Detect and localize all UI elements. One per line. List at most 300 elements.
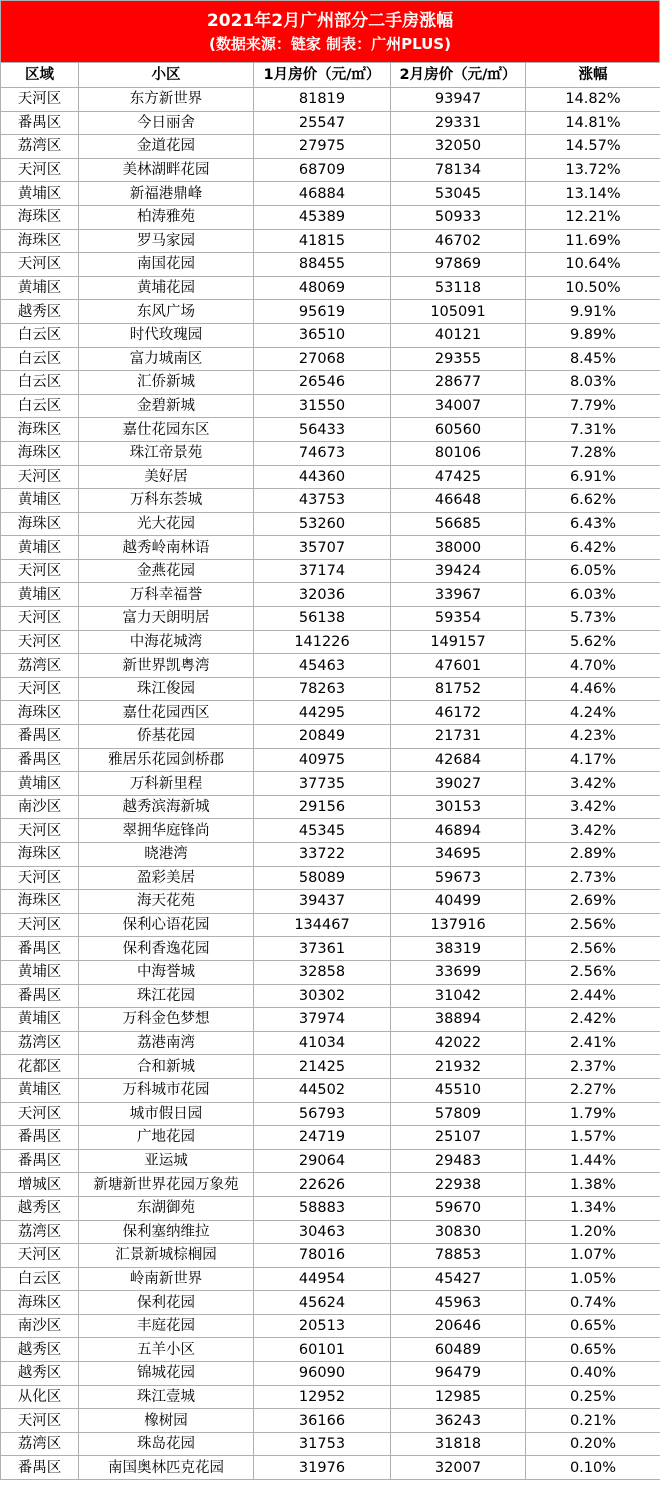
cell-feb-price: 34695 — [391, 843, 526, 867]
cell-district: 海珠区 — [1, 229, 79, 253]
table-row — [1, 960, 660, 984]
cell-district: 荔湾区 — [1, 654, 79, 678]
cell-feb-price: 30153 — [391, 795, 526, 819]
cell-increase: 4.70% — [526, 654, 660, 678]
cell-jan-price: 41815 — [254, 229, 391, 253]
cell-district: 荔湾区 — [1, 135, 79, 159]
cell-community: 时代玫瑰园 — [79, 323, 254, 347]
cell-community: 中海誉城 — [79, 960, 254, 984]
cell-district: 黄埔区 — [1, 1008, 79, 1032]
cell-increase: 1.44% — [526, 1149, 660, 1173]
table-row — [1, 300, 660, 324]
header-community: 小区 — [79, 63, 254, 88]
cell-community: 城市假日园 — [79, 1102, 254, 1126]
cell-feb-price: 21932 — [391, 1055, 526, 1079]
cell-community: 越秀滨海新城 — [79, 795, 254, 819]
cell-community: 广地花园 — [79, 1126, 254, 1150]
cell-feb-price: 29331 — [391, 111, 526, 135]
cell-jan-price: 45389 — [254, 205, 391, 229]
cell-jan-price: 36166 — [254, 1409, 391, 1433]
cell-jan-price: 58883 — [254, 1196, 391, 1220]
cell-feb-price: 81752 — [391, 677, 526, 701]
cell-district: 天河区 — [1, 677, 79, 701]
cell-increase: 4.17% — [526, 748, 660, 772]
cell-district: 海珠区 — [1, 843, 79, 867]
cell-district: 海珠区 — [1, 1291, 79, 1315]
cell-jan-price: 31976 — [254, 1456, 391, 1480]
cell-community: 金燕花园 — [79, 559, 254, 583]
cell-increase: 0.40% — [526, 1362, 660, 1386]
cell-community: 亚运城 — [79, 1149, 254, 1173]
cell-jan-price: 27975 — [254, 135, 391, 159]
cell-district: 天河区 — [1, 1244, 79, 1268]
cell-jan-price: 37361 — [254, 937, 391, 961]
cell-district: 海珠区 — [1, 441, 79, 465]
table-row — [1, 795, 660, 819]
cell-jan-price: 24719 — [254, 1126, 391, 1150]
cell-district: 海珠区 — [1, 890, 79, 914]
cell-jan-price: 88455 — [254, 253, 391, 277]
cell-community: 丰庭花园 — [79, 1314, 254, 1338]
cell-community: 东方新世界 — [79, 88, 254, 112]
cell-increase: 14.81% — [526, 111, 660, 135]
cell-feb-price: 47601 — [391, 654, 526, 678]
cell-community: 保利心语花园 — [79, 913, 254, 937]
table-row — [1, 1244, 660, 1268]
cell-district: 南沙区 — [1, 1314, 79, 1338]
cell-jan-price: 22626 — [254, 1173, 391, 1197]
cell-jan-price: 78263 — [254, 677, 391, 701]
cell-district: 天河区 — [1, 607, 79, 631]
cell-feb-price: 42684 — [391, 748, 526, 772]
cell-increase: 6.43% — [526, 512, 660, 536]
cell-feb-price: 78853 — [391, 1244, 526, 1268]
cell-community: 珠江俊园 — [79, 677, 254, 701]
cell-jan-price: 134467 — [254, 913, 391, 937]
cell-increase: 0.65% — [526, 1338, 660, 1362]
cell-jan-price: 74673 — [254, 441, 391, 465]
table-row — [1, 418, 660, 442]
table-row — [1, 819, 660, 843]
page-title: 2021年2月广州部分二手房涨幅 — [206, 10, 454, 31]
cell-jan-price: 20849 — [254, 725, 391, 749]
cell-district: 番禺区 — [1, 748, 79, 772]
cell-feb-price: 46894 — [391, 819, 526, 843]
cell-district: 白云区 — [1, 394, 79, 418]
cell-feb-price: 137916 — [391, 913, 526, 937]
cell-community: 新世界凯粤湾 — [79, 654, 254, 678]
cell-district: 黄埔区 — [1, 182, 79, 206]
cell-increase: 10.50% — [526, 276, 660, 300]
cell-community: 汇侨新城 — [79, 371, 254, 395]
cell-increase: 6.05% — [526, 559, 660, 583]
cell-district: 黄埔区 — [1, 536, 79, 560]
cell-increase: 1.57% — [526, 1126, 660, 1150]
cell-increase: 7.31% — [526, 418, 660, 442]
cell-increase: 13.72% — [526, 158, 660, 182]
cell-feb-price: 36243 — [391, 1409, 526, 1433]
cell-community: 合和新城 — [79, 1055, 254, 1079]
cell-jan-price: 26546 — [254, 371, 391, 395]
cell-community: 珠江帝景苑 — [79, 441, 254, 465]
table-row — [1, 1456, 660, 1480]
cell-feb-price: 50933 — [391, 205, 526, 229]
cell-district: 天河区 — [1, 158, 79, 182]
cell-district: 天河区 — [1, 253, 79, 277]
cell-jan-price: 31550 — [254, 394, 391, 418]
cell-community: 嘉仕花园西区 — [79, 701, 254, 725]
cell-jan-price: 32858 — [254, 960, 391, 984]
cell-increase: 2.42% — [526, 1008, 660, 1032]
cell-increase: 5.73% — [526, 607, 660, 631]
cell-jan-price: 30302 — [254, 984, 391, 1008]
cell-feb-price: 32050 — [391, 135, 526, 159]
cell-feb-price: 47425 — [391, 465, 526, 489]
table-row — [1, 843, 660, 867]
cell-jan-price: 30463 — [254, 1220, 391, 1244]
cell-district: 番禺区 — [1, 111, 79, 135]
cell-district: 黄埔区 — [1, 960, 79, 984]
cell-community: 保利香逸花园 — [79, 937, 254, 961]
cell-jan-price: 95619 — [254, 300, 391, 324]
table-row — [1, 1126, 660, 1150]
cell-increase: 2.56% — [526, 960, 660, 984]
cell-feb-price: 60560 — [391, 418, 526, 442]
cell-increase: 2.27% — [526, 1078, 660, 1102]
cell-jan-price: 32036 — [254, 583, 391, 607]
table-row — [1, 607, 660, 631]
table-row — [1, 937, 660, 961]
cell-community: 盈彩美居 — [79, 866, 254, 890]
table-row — [1, 677, 660, 701]
cell-feb-price: 31818 — [391, 1432, 526, 1456]
cell-district: 越秀区 — [1, 300, 79, 324]
header-row — [1, 63, 660, 88]
cell-jan-price: 35707 — [254, 536, 391, 560]
table-row — [1, 1149, 660, 1173]
cell-district: 番禺区 — [1, 1149, 79, 1173]
cell-increase: 2.56% — [526, 937, 660, 961]
cell-district: 海珠区 — [1, 418, 79, 442]
cell-community: 岭南新世界 — [79, 1267, 254, 1291]
cell-district: 天河区 — [1, 465, 79, 489]
cell-jan-price: 96090 — [254, 1362, 391, 1386]
cell-district: 天河区 — [1, 630, 79, 654]
cell-feb-price: 59354 — [391, 607, 526, 631]
cell-jan-price: 44954 — [254, 1267, 391, 1291]
table-row — [1, 111, 660, 135]
cell-district: 海珠区 — [1, 205, 79, 229]
cell-feb-price: 45963 — [391, 1291, 526, 1315]
cell-jan-price: 29064 — [254, 1149, 391, 1173]
cell-district: 从化区 — [1, 1385, 79, 1409]
cell-increase: 2.56% — [526, 913, 660, 937]
cell-district: 番禺区 — [1, 984, 79, 1008]
page-subtitle: (数据来源：链家 制表：广州PLUS) — [209, 34, 451, 53]
cell-jan-price: 56433 — [254, 418, 391, 442]
table-row — [1, 489, 660, 513]
cell-district: 越秀区 — [1, 1196, 79, 1220]
table-row — [1, 253, 660, 277]
cell-community: 富力城南区 — [79, 347, 254, 371]
cell-increase: 13.14% — [526, 182, 660, 206]
table-row — [1, 441, 660, 465]
cell-district: 天河区 — [1, 559, 79, 583]
cell-feb-price: 42022 — [391, 1031, 526, 1055]
cell-increase: 4.23% — [526, 725, 660, 749]
cell-feb-price: 80106 — [391, 441, 526, 465]
cell-increase: 8.03% — [526, 371, 660, 395]
header-feb-price: 2月房价（元/㎡） — [391, 63, 526, 88]
cell-feb-price: 29483 — [391, 1149, 526, 1173]
table-row — [1, 135, 660, 159]
cell-district: 天河区 — [1, 88, 79, 112]
cell-increase: 11.69% — [526, 229, 660, 253]
cell-feb-price: 30830 — [391, 1220, 526, 1244]
cell-jan-price: 37174 — [254, 559, 391, 583]
cell-district: 白云区 — [1, 371, 79, 395]
cell-jan-price: 27068 — [254, 347, 391, 371]
header-jan-price: 1月房价（元/㎡） — [254, 63, 391, 88]
cell-feb-price: 29355 — [391, 347, 526, 371]
cell-community: 锦城花园 — [79, 1362, 254, 1386]
cell-feb-price: 39027 — [391, 772, 526, 796]
cell-increase: 7.28% — [526, 441, 660, 465]
table-row — [1, 323, 660, 347]
table-row — [1, 1173, 660, 1197]
table-row — [1, 630, 660, 654]
cell-jan-price: 46884 — [254, 182, 391, 206]
cell-community: 富力天朗明居 — [79, 607, 254, 631]
cell-jan-price: 68709 — [254, 158, 391, 182]
cell-feb-price: 56685 — [391, 512, 526, 536]
cell-increase: 9.91% — [526, 300, 660, 324]
cell-jan-price: 60101 — [254, 1338, 391, 1362]
cell-feb-price: 53045 — [391, 182, 526, 206]
cell-increase: 1.38% — [526, 1173, 660, 1197]
cell-community: 汇景新城棕榈园 — [79, 1244, 254, 1268]
cell-jan-price: 39437 — [254, 890, 391, 914]
cell-jan-price: 44360 — [254, 465, 391, 489]
cell-increase: 4.46% — [526, 677, 660, 701]
cell-district: 番禺区 — [1, 725, 79, 749]
cell-community: 南国花园 — [79, 253, 254, 277]
table-row — [1, 158, 660, 182]
table-row — [1, 1314, 660, 1338]
cell-feb-price: 28677 — [391, 371, 526, 395]
cell-feb-price: 96479 — [391, 1362, 526, 1386]
cell-feb-price: 38319 — [391, 937, 526, 961]
cell-community: 光大花园 — [79, 512, 254, 536]
cell-district: 越秀区 — [1, 1362, 79, 1386]
cell-increase: 6.03% — [526, 583, 660, 607]
cell-community: 黄埔花园 — [79, 276, 254, 300]
cell-increase: 5.62% — [526, 630, 660, 654]
cell-feb-price: 34007 — [391, 394, 526, 418]
cell-district: 天河区 — [1, 913, 79, 937]
cell-jan-price: 78016 — [254, 1244, 391, 1268]
cell-community: 今日丽舍 — [79, 111, 254, 135]
table-row — [1, 1078, 660, 1102]
cell-community: 嘉仕花园东区 — [79, 418, 254, 442]
cell-feb-price: 57809 — [391, 1102, 526, 1126]
cell-feb-price: 45510 — [391, 1078, 526, 1102]
cell-district: 白云区 — [1, 1267, 79, 1291]
table-row — [1, 205, 660, 229]
header-district: 区域 — [1, 63, 79, 88]
cell-district: 黄埔区 — [1, 1078, 79, 1102]
cell-jan-price: 48069 — [254, 276, 391, 300]
cell-district: 白云区 — [1, 347, 79, 371]
cell-community: 万科城市花园 — [79, 1078, 254, 1102]
cell-district: 黄埔区 — [1, 489, 79, 513]
cell-jan-price: 44295 — [254, 701, 391, 725]
table-row — [1, 1385, 660, 1409]
table-row — [1, 88, 660, 112]
cell-increase: 1.34% — [526, 1196, 660, 1220]
cell-community: 东风广场 — [79, 300, 254, 324]
cell-community: 晓港湾 — [79, 843, 254, 867]
cell-community: 新福港鼎峰 — [79, 182, 254, 206]
title-banner — [0, 0, 660, 62]
header-increase: 涨幅 — [526, 63, 660, 88]
cell-increase: 2.73% — [526, 866, 660, 890]
cell-jan-price: 45463 — [254, 654, 391, 678]
cell-increase: 2.41% — [526, 1031, 660, 1055]
table-row — [1, 276, 660, 300]
table-row — [1, 1031, 660, 1055]
table-row — [1, 725, 660, 749]
cell-increase: 2.44% — [526, 984, 660, 1008]
table-row — [1, 1267, 660, 1291]
cell-feb-price: 32007 — [391, 1456, 526, 1480]
table-row — [1, 559, 660, 583]
cell-district: 天河区 — [1, 819, 79, 843]
cell-community: 五羊小区 — [79, 1338, 254, 1362]
table-row — [1, 371, 660, 395]
cell-district: 海珠区 — [1, 701, 79, 725]
cell-feb-price: 97869 — [391, 253, 526, 277]
cell-jan-price: 45624 — [254, 1291, 391, 1315]
cell-community: 越秀岭南林语 — [79, 536, 254, 560]
table-row — [1, 394, 660, 418]
cell-community: 荔港南湾 — [79, 1031, 254, 1055]
cell-community: 翠拥华庭锋尚 — [79, 819, 254, 843]
cell-district: 黄埔区 — [1, 276, 79, 300]
cell-community: 新塘新世界花园万象苑 — [79, 1173, 254, 1197]
cell-increase: 0.20% — [526, 1432, 660, 1456]
cell-feb-price: 149157 — [391, 630, 526, 654]
cell-district: 南沙区 — [1, 795, 79, 819]
cell-jan-price: 20513 — [254, 1314, 391, 1338]
table-row — [1, 182, 660, 206]
cell-feb-price: 39424 — [391, 559, 526, 583]
cell-jan-price: 43753 — [254, 489, 391, 513]
cell-jan-price: 44502 — [254, 1078, 391, 1102]
cell-community: 罗马家园 — [79, 229, 254, 253]
cell-increase: 3.42% — [526, 795, 660, 819]
cell-community: 侨基花园 — [79, 725, 254, 749]
cell-jan-price: 40975 — [254, 748, 391, 772]
table-row — [1, 1102, 660, 1126]
table-body — [1, 88, 660, 1480]
cell-jan-price: 53260 — [254, 512, 391, 536]
table-row — [1, 1432, 660, 1456]
cell-community: 珠岛花园 — [79, 1432, 254, 1456]
table-row — [1, 1008, 660, 1032]
cell-district: 增城区 — [1, 1173, 79, 1197]
cell-community: 柏涛雅苑 — [79, 205, 254, 229]
table-row — [1, 1220, 660, 1244]
cell-jan-price: 56138 — [254, 607, 391, 631]
cell-feb-price: 46172 — [391, 701, 526, 725]
cell-community: 南国奥林匹克花园 — [79, 1456, 254, 1480]
cell-increase: 3.42% — [526, 819, 660, 843]
cell-jan-price: 45345 — [254, 819, 391, 843]
cell-feb-price: 12985 — [391, 1385, 526, 1409]
cell-district: 白云区 — [1, 323, 79, 347]
table-row — [1, 1362, 660, 1386]
cell-community: 金道花园 — [79, 135, 254, 159]
cell-increase: 0.10% — [526, 1456, 660, 1480]
cell-increase: 2.89% — [526, 843, 660, 867]
cell-increase: 3.42% — [526, 772, 660, 796]
cell-feb-price: 22938 — [391, 1173, 526, 1197]
cell-feb-price: 33699 — [391, 960, 526, 984]
cell-increase: 2.69% — [526, 890, 660, 914]
cell-increase: 0.21% — [526, 1409, 660, 1433]
cell-increase: 0.25% — [526, 1385, 660, 1409]
cell-feb-price: 33967 — [391, 583, 526, 607]
cell-district: 荔湾区 — [1, 1432, 79, 1456]
cell-increase: 0.65% — [526, 1314, 660, 1338]
cell-increase: 1.79% — [526, 1102, 660, 1126]
cell-jan-price: 37735 — [254, 772, 391, 796]
cell-district: 天河区 — [1, 1409, 79, 1433]
cell-district: 花都区 — [1, 1055, 79, 1079]
cell-feb-price: 46702 — [391, 229, 526, 253]
table-row — [1, 465, 660, 489]
cell-feb-price: 20646 — [391, 1314, 526, 1338]
cell-feb-price: 25107 — [391, 1126, 526, 1150]
cell-community: 雅居乐花园剑桥郡 — [79, 748, 254, 772]
table-row — [1, 229, 660, 253]
cell-jan-price: 21425 — [254, 1055, 391, 1079]
cell-feb-price: 40499 — [391, 890, 526, 914]
table-row — [1, 984, 660, 1008]
cell-feb-price: 40121 — [391, 323, 526, 347]
cell-increase: 7.79% — [526, 394, 660, 418]
cell-feb-price: 31042 — [391, 984, 526, 1008]
cell-community: 万科幸福誉 — [79, 583, 254, 607]
cell-increase: 1.20% — [526, 1220, 660, 1244]
cell-district: 天河区 — [1, 1102, 79, 1126]
cell-jan-price: 36510 — [254, 323, 391, 347]
cell-feb-price: 105091 — [391, 300, 526, 324]
cell-community: 海天花苑 — [79, 890, 254, 914]
table-row — [1, 1196, 660, 1220]
cell-community: 美好居 — [79, 465, 254, 489]
cell-feb-price: 53118 — [391, 276, 526, 300]
cell-increase: 9.89% — [526, 323, 660, 347]
cell-community: 中海花城湾 — [79, 630, 254, 654]
cell-jan-price: 141226 — [254, 630, 391, 654]
cell-community: 万科金色梦想 — [79, 1008, 254, 1032]
table-row — [1, 512, 660, 536]
cell-increase: 6.91% — [526, 465, 660, 489]
cell-jan-price: 81819 — [254, 88, 391, 112]
cell-community: 保利花园 — [79, 1291, 254, 1315]
